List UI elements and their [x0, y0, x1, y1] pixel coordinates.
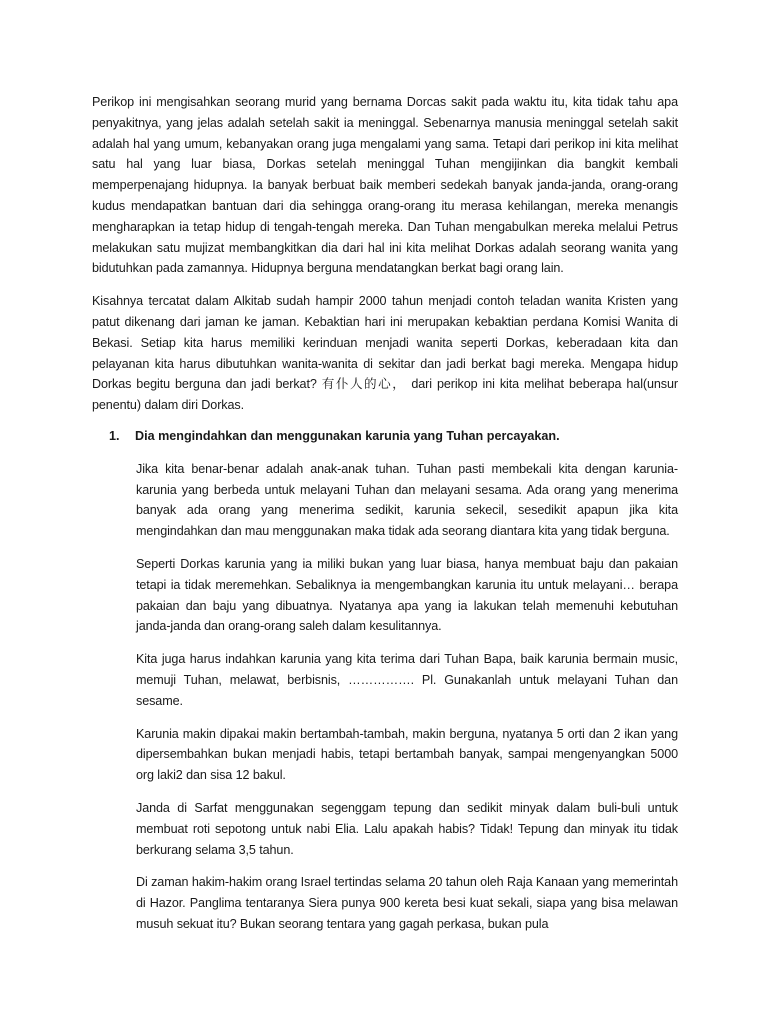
- section-body: [136, 459, 678, 935]
- document-body: [92, 92, 678, 947]
- paragraph-intro: Perikop ini mengisahkan seorang murid yang bernama Dorcas sakit pada waktu itu, kita tidak tahu apa penyakitnya, yang jelas adalah setelah sakit ia meninggal. Sebenarnya manusia meninggal setelah sakit adalah hal yang umum, kebanyakan orang juga mengalami yang sama. Tetapi dari perikop ini kita melihat satu hal yang luar biasa, Dorkas setelah meninggal Tuhan mengijinkan dia bangkit kembali memperpenajang hidupnya. Ia banyak berbuat baik memberi sedekah banyak janda-janda, orang-orang kudus mendapatkan bantuan dari dia sehingga orang-orang itu merasa kehilangan, mereka menangis mengharapkan ia tetap hidup di tengah-tengah mereka. Dan Tuhan mengabulkan mereka melalui Petrus melakukan satu mujizat membangkitkan dia dari hal ini kita melihat Dorkas adalah seorang wanita yang bidutuhkan pada zamannya. Hidupnya berguna mendatangkan berkat bagi orang lain.: [92, 95, 678, 276]
- paragraph-history: Kisahnya tercatat dalam Alkitab sudah hampir 2000 tahun menjadi contoh teladan wanita Kristen yang patut dikenang dari jaman ke jaman. Kebaktian hari ini merupakan kebaktian perdana Komisi Wanita di Bekasi. Setiap kita harus memiliki kerinduan menjadi wanita seperti Dorkas, keberadaan kita dan pelayanan kita harus dibutuhkan wanita-wanita di sekitar dan jadi berkat bagi mereka. Mengapa hidup Dorkas begitu berguna dan jadi berkat? 有仆人的心， dari perikop ini kita melihat beberapa hal(unsur penentu) dalam diri Dorkas.: [92, 294, 678, 413]
- section-paragraph-gifts: Jika kita benar-benar adalah anak-anak tuhan. Tuhan pasti membekali kita dengan karunia-karunia yang berbeda untuk melayani Tuhan dan melayani sesama. Ada orang yang menerima banyak ada orang yang menerima sedikit, karunia sekecil, sesedikit apapun jika kita mengindahkan dan mau menggunakan maka tidak ada seorang diantara kita yang tidak berguna.: [136, 461, 678, 539]
- section-paragraph-multiply: Karunia makin dipakai makin bertambah-tambah, makin berguna, nyatanya 5 orti dan 2 ikan yang dipersembahkan bukan menjadi habis, tetapi bertambah banyak, sampai mengenyangkan 5000 org laki2 dan sisa 12 bakul.: [136, 726, 678, 783]
- section-heading-text: Dia mengindahkan dan menggunakan karunia yang Tuhan percayakan.: [135, 428, 560, 443]
- section-heading-number: 1.: [109, 428, 120, 443]
- section-heading: [92, 426, 678, 447]
- section-paragraph-dorkas: Seperti Dorkas karunia yang ia miliki bukan yang luar biasa, hanya membuat baju dan pakaian tetapi ia tidak meremehkan. Sebaliknya ia mengembangkan karunia itu untuk melayani… berapa pakaian dan baju yang dibuatnya. Nyatanya apa yang ia lakukan telah memenuhi kebutuhan janda-janda dan orang-orang saleh dalam kesulitannya.: [136, 556, 678, 634]
- section-paragraph-judges: Di zaman hakim-hakim orang Israel tertindas selama 20 tahun oleh Raja Kanaan yang memerintah di Hazor. Panglima tentaranya Siera punya 900 kereta besi kuat sekali, siapa yang bisa melawan musuh sekuat itu? Bukan seorang tentara yang gagah perkasa, bukan pula: [136, 875, 678, 931]
- section-paragraph-sarfat: Janda di Sarfat menggunakan segenggam tepung dan sedikit minyak dalam buli-buli untuk membuat roti sepotong untuk nabi Elia. Lalu apakah habis? Tidak! Tepung dan minyak itu tidak berkurang selama 3,5 tahun.: [136, 800, 678, 857]
- section-paragraph-use-gifts: Kita juga harus indahkan karunia yang kita terima dari Tuhan Bapa, baik karunia bermain music, memuji Tuhan, melawat, berbisnis, ……………. Pl. Gunakanlah untuk melayani Tuhan dan sesame.: [136, 652, 678, 708]
